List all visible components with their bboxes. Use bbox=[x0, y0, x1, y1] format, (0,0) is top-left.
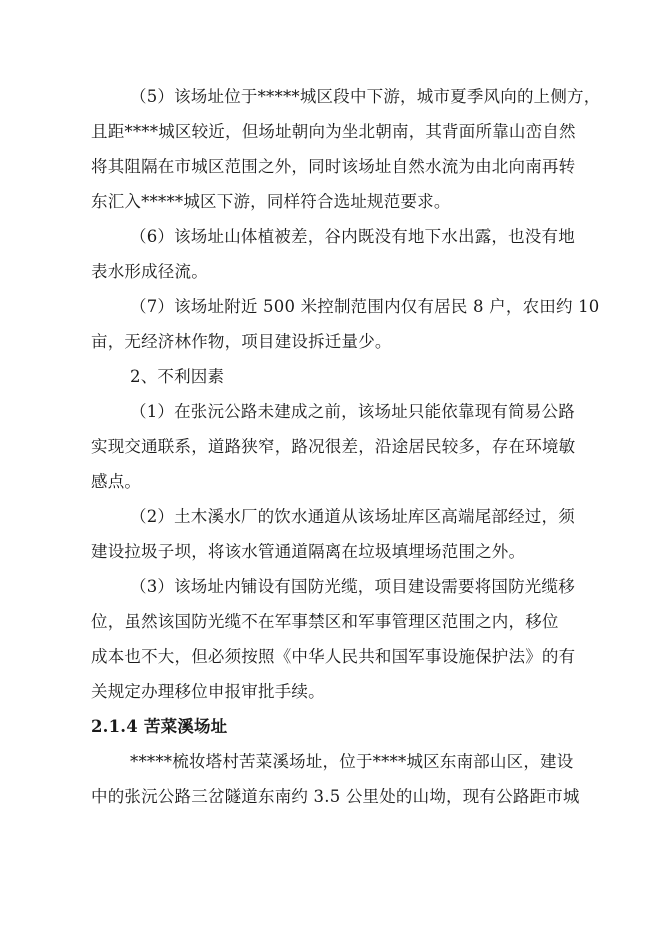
unfavorable-1-line-2: 实现交通联系，道路狭窄，路况很差，沿途居民较多，存在环境敏 bbox=[91, 437, 576, 456]
paragraph-5-line-1: （5）该场址位于*****城区段中下游，城市夏季风向的上侧方， bbox=[130, 87, 601, 106]
kucaixi-line-1: *****梳妆塔村苦菜溪场址，位于****城区东南部山区，建设 bbox=[130, 752, 574, 771]
paragraph-7-line-1: （7）该场址附近 500 米控制范围内仅有居民 8 户，农田约 10 bbox=[130, 297, 600, 316]
unfavorable-2-line-2: 建设拉圾子坝，将该水管通道隔离在垃圾填埋场范围之外。 bbox=[91, 542, 526, 561]
section-heading-2-1-4: 2.1.4 苦菜溪场址 bbox=[91, 717, 228, 736]
kucaixi-line-2: 中的张沅公路三岔隧道东南约 3.5 公里处的山坳，现有公路距市城 bbox=[91, 787, 580, 806]
paragraph-6-line-2: 表水形成径流。 bbox=[91, 262, 208, 281]
section-unfavorable-factors: 2、不利因素 bbox=[130, 367, 225, 386]
paragraph-7-line-2: 亩，无经济林作物，项目建设拆迁量少。 bbox=[91, 332, 392, 351]
unfavorable-3-line-4: 关规定办理移位申报审批手续。 bbox=[91, 682, 325, 701]
unfavorable-1-line-3: 感点。 bbox=[91, 472, 142, 491]
unfavorable-2-line-1: （2）土木溪水厂的饮水通道从该场址库区高端尾部经过，须 bbox=[130, 507, 575, 526]
unfavorable-3-line-2: 位，虽然该国防光缆不在军事禁区和军事管理区范围之内，移位 bbox=[91, 612, 559, 631]
paragraph-5-line-2: 且距****城区较近，但场址朝向为坐北朝南，其背面所靠山峦自然 bbox=[91, 122, 576, 141]
paragraph-6-line-1: （6）该场址山体植被差，谷内既没有地下水出露，也没有地 bbox=[130, 227, 575, 246]
paragraph-5-line-4: 东汇入*****城区下游，同样符合选址规范要求。 bbox=[91, 192, 451, 211]
unfavorable-3-line-1: （3）该场址内铺设有国防光缆，项目建设需要将国防光缆移 bbox=[130, 577, 575, 596]
unfavorable-3-line-3: 成本也不大，但必须按照《中华人民共和国军事设施保护法》的有 bbox=[91, 647, 576, 666]
paragraph-5-line-3: 将其阻隔在市城区范围之外，同时该场址自然水流为由北向南再转 bbox=[91, 157, 576, 176]
unfavorable-1-line-1: （1）在张沅公路未建成之前，该场址只能依靠现有简易公路 bbox=[130, 402, 575, 421]
